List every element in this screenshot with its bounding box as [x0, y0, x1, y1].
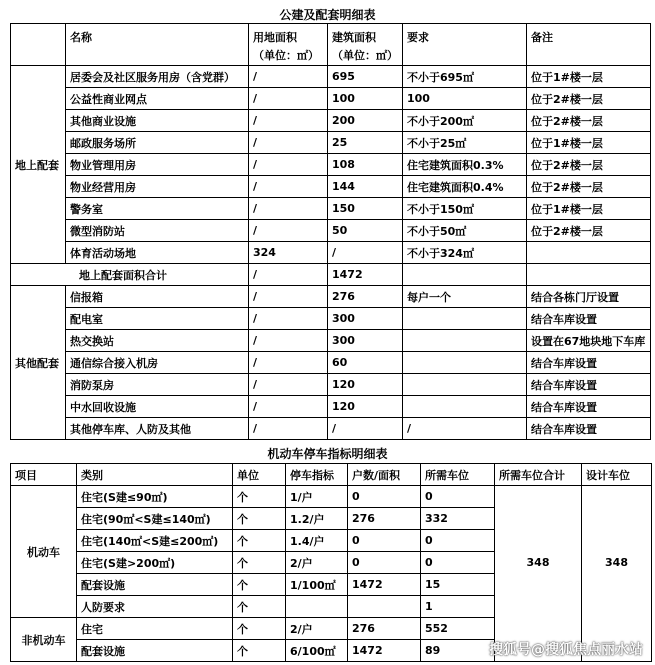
cell-build-area: 120 — [328, 374, 403, 396]
header-required-total: 所需车位合计 — [495, 464, 582, 486]
table-row — [11, 418, 651, 440]
cell-remark: 位于2#楼一层 — [527, 176, 651, 198]
cell-remark: 位于1#楼一层 — [527, 132, 651, 154]
cell-type: 住宅(S建>200㎡) — [77, 552, 233, 574]
cell-name: 热交换站 — [66, 330, 249, 352]
cell-required-total: 348 — [495, 486, 582, 662]
cell-build-area: 100 — [328, 88, 403, 110]
cell-required: 15 — [421, 574, 495, 596]
cell-build-area: 50 — [328, 220, 403, 242]
cell-count: 276 — [348, 618, 421, 640]
cell-name: 邮政服务场所 — [66, 132, 249, 154]
cell-land-area: / — [249, 220, 328, 242]
cell-type: 配套设施 — [77, 574, 233, 596]
cell-name: 警务室 — [66, 198, 249, 220]
header-requirement: 要求 — [403, 24, 527, 66]
cell-unit: 个 — [233, 508, 286, 530]
cell-land-area: / — [249, 88, 328, 110]
header-remark: 备注 — [527, 24, 651, 66]
cell-requirement: 不小于324㎡ — [403, 242, 527, 264]
cell-remark: 结合车库设置 — [527, 308, 651, 330]
cell-index: 1/户 — [286, 486, 348, 508]
cell-unit: 个 — [233, 618, 286, 640]
cell-required: 552 — [421, 618, 495, 640]
header-build-area — [328, 24, 403, 66]
cell-build-area: / — [328, 418, 403, 440]
cell-remark — [527, 242, 651, 264]
cell-count: 0 — [348, 486, 421, 508]
table-row — [11, 396, 651, 418]
cell-land-area: / — [249, 110, 328, 132]
subtotal-build-area: 1472 — [328, 264, 403, 286]
cell-land-area: / — [249, 308, 328, 330]
table-row — [11, 88, 651, 110]
cell-requirement: 不小于150㎡ — [403, 198, 527, 220]
header-land-area-label: 用地面积 — [253, 31, 297, 44]
cell-remark: 结合车库设置 — [527, 352, 651, 374]
cell-name: 中水回收设施 — [66, 396, 249, 418]
cell-land-area: / — [249, 154, 328, 176]
cell-requirement: 住宅建筑面积0.4% — [403, 176, 527, 198]
cell-requirement — [403, 308, 527, 330]
table-header-row — [11, 24, 651, 66]
cell-requirement: 100 — [403, 88, 527, 110]
header-blank — [11, 24, 66, 66]
cell-build-area: 300 — [328, 330, 403, 352]
cell-remark: 结合车库设置 — [527, 418, 651, 440]
cell-designed: 348 — [582, 486, 652, 662]
cell-count: 1472 — [348, 640, 421, 662]
cell-count: 0 — [348, 552, 421, 574]
cell-remark: 位于1#楼一层 — [527, 66, 651, 88]
cell-land-area: / — [249, 396, 328, 418]
cell-count — [348, 596, 421, 618]
cell-land-area: / — [249, 418, 328, 440]
cell-build-area: 200 — [328, 110, 403, 132]
cell-requirement — [403, 374, 527, 396]
cell-index: 1/100㎡ — [286, 574, 348, 596]
cell-name: 其他商业设施 — [66, 110, 249, 132]
cell-name: 微型消防站 — [66, 220, 249, 242]
cell-remark: 结合车库设置 — [527, 374, 651, 396]
cell-land-area: / — [249, 66, 328, 88]
cell-requirement — [403, 352, 527, 374]
header-build-area-label: 建筑面积 — [332, 31, 376, 44]
cell-unit: 个 — [233, 596, 286, 618]
cell-name: 信报箱 — [66, 286, 249, 308]
cell-requirement: 住宅建筑面积0.3% — [403, 154, 527, 176]
table-header-row — [11, 464, 652, 486]
cell-remark: 位于1#楼一层 — [527, 198, 651, 220]
cell-name: 其他停车库、人防及其他 — [66, 418, 249, 440]
cell-type: 住宅 — [77, 618, 233, 640]
cell-land-area: / — [249, 352, 328, 374]
cell-remark: 位于2#楼一层 — [527, 220, 651, 242]
cell-requirement — [403, 330, 527, 352]
table1-title: 公建及配套明细表 — [279, 8, 376, 22]
group-label-other: 其他配套 — [11, 286, 66, 440]
cell-index: 2/户 — [286, 552, 348, 574]
cell-name: 物业管理用房 — [66, 154, 249, 176]
cell-required: 332 — [421, 508, 495, 530]
table-row — [11, 330, 651, 352]
table-row — [11, 308, 651, 330]
cell-type: 配套设施 — [77, 640, 233, 662]
cell-name: 物业经营用房 — [66, 176, 249, 198]
cell-requirement: 不小于25㎡ — [403, 132, 527, 154]
header-build-area-unit: （单位：㎡） — [332, 49, 398, 62]
cell-remark: 位于2#楼一层 — [527, 110, 651, 132]
cell-land-area: / — [249, 330, 328, 352]
cell-unit: 个 — [233, 640, 286, 662]
cell-remark: 结合车库设置 — [527, 396, 651, 418]
subtotal-row — [11, 264, 651, 286]
watermark: 搜狐号@搜狐焦点丽水站 — [489, 642, 643, 658]
cell-type: 人防要求 — [77, 596, 233, 618]
header-designed: 设计车位 — [582, 464, 652, 486]
cell-type: 住宅(140㎡<S建≤200㎡) — [77, 530, 233, 552]
cell-requirement: 不小于200㎡ — [403, 110, 527, 132]
cell-count: 276 — [348, 508, 421, 530]
cell-build-area: 25 — [328, 132, 403, 154]
cell-remark: 设置在67地块地下车库 — [527, 330, 651, 352]
cell-index: 2/户 — [286, 618, 348, 640]
cell-name: 居委会及社区服务用房（含党群） — [66, 66, 249, 88]
cell-name: 消防泵房 — [66, 374, 249, 396]
cell-type: 住宅(S建≤90㎡) — [77, 486, 233, 508]
subtotal-remark — [527, 264, 651, 286]
cell-count: 0 — [348, 530, 421, 552]
table-row — [11, 486, 652, 508]
table-row — [11, 352, 651, 374]
cell-required: 0 — [421, 530, 495, 552]
cell-build-area: 150 — [328, 198, 403, 220]
cell-required: 89 — [421, 640, 495, 662]
cell-name: 体育活动场地 — [66, 242, 249, 264]
header-unit: 单位 — [233, 464, 286, 486]
group-label-motor: 机动车 — [11, 486, 77, 618]
cell-land-area: / — [249, 198, 328, 220]
table-row — [11, 66, 651, 88]
table-row — [11, 374, 651, 396]
cell-requirement: 不小于695㎡ — [403, 66, 527, 88]
cell-build-area: 60 — [328, 352, 403, 374]
cell-index: 6/100㎡ — [286, 640, 348, 662]
cell-land-area: / — [249, 374, 328, 396]
header-required: 所需车位 — [421, 464, 495, 486]
table-row — [11, 286, 651, 308]
subtotal-requirement — [403, 264, 527, 286]
cell-build-area: 108 — [328, 154, 403, 176]
table-row — [11, 110, 651, 132]
cell-name: 配电室 — [66, 308, 249, 330]
header-land-area-unit: （单位：㎡） — [253, 49, 319, 62]
table-row — [11, 242, 651, 264]
group-label-above-ground: 地上配套 — [11, 66, 66, 264]
cell-build-area: 120 — [328, 396, 403, 418]
cell-requirement: / — [403, 418, 527, 440]
cell-unit: 个 — [233, 530, 286, 552]
cell-name: 通信综合接入机房 — [66, 352, 249, 374]
cell-unit: 个 — [233, 574, 286, 596]
cell-unit: 个 — [233, 486, 286, 508]
cell-type: 住宅(90㎡<S建≤140㎡) — [77, 508, 233, 530]
cell-requirement: 不小于50㎡ — [403, 220, 527, 242]
subtotal-land-area: / — [249, 264, 328, 286]
facilities-table — [10, 23, 651, 440]
cell-index — [286, 596, 348, 618]
cell-land-area: / — [249, 176, 328, 198]
cell-required: 0 — [421, 552, 495, 574]
subtotal-label: 地上配套面积合计 — [11, 264, 249, 286]
table-row — [11, 220, 651, 242]
table-row — [11, 176, 651, 198]
cell-remark: 位于2#楼一层 — [527, 154, 651, 176]
group-label-non-motor: 非机动车 — [11, 618, 77, 662]
cell-build-area: 695 — [328, 66, 403, 88]
cell-land-area: / — [249, 286, 328, 308]
header-name: 名称 — [66, 24, 249, 66]
header-item: 项目 — [11, 464, 77, 486]
cell-index: 1.2/户 — [286, 508, 348, 530]
cell-required: 1 — [421, 596, 495, 618]
table-row — [11, 154, 651, 176]
cell-required: 0 — [421, 486, 495, 508]
cell-name: 公益性商业网点 — [66, 88, 249, 110]
table2-title: 机动车停车指标明细表 — [267, 447, 388, 461]
cell-build-area: 276 — [328, 286, 403, 308]
cell-unit: 个 — [233, 552, 286, 574]
cell-build-area: 144 — [328, 176, 403, 198]
cell-requirement: 每户一个 — [403, 286, 527, 308]
header-index: 停车指标 — [286, 464, 348, 486]
header-type: 类别 — [77, 464, 233, 486]
cell-land-area: 324 — [249, 242, 328, 264]
parking-table — [10, 463, 652, 662]
cell-build-area: 300 — [328, 308, 403, 330]
cell-requirement — [403, 396, 527, 418]
cell-remark: 位于2#楼一层 — [527, 88, 651, 110]
cell-build-area: / — [328, 242, 403, 264]
header-count: 户数/面积 — [348, 464, 421, 486]
table-row — [11, 198, 651, 220]
cell-count: 1472 — [348, 574, 421, 596]
cell-remark: 结合各栋门厅设置 — [527, 286, 651, 308]
header-land-area — [249, 24, 328, 66]
cell-index: 1.4/户 — [286, 530, 348, 552]
table-row — [11, 132, 651, 154]
cell-land-area: / — [249, 132, 328, 154]
